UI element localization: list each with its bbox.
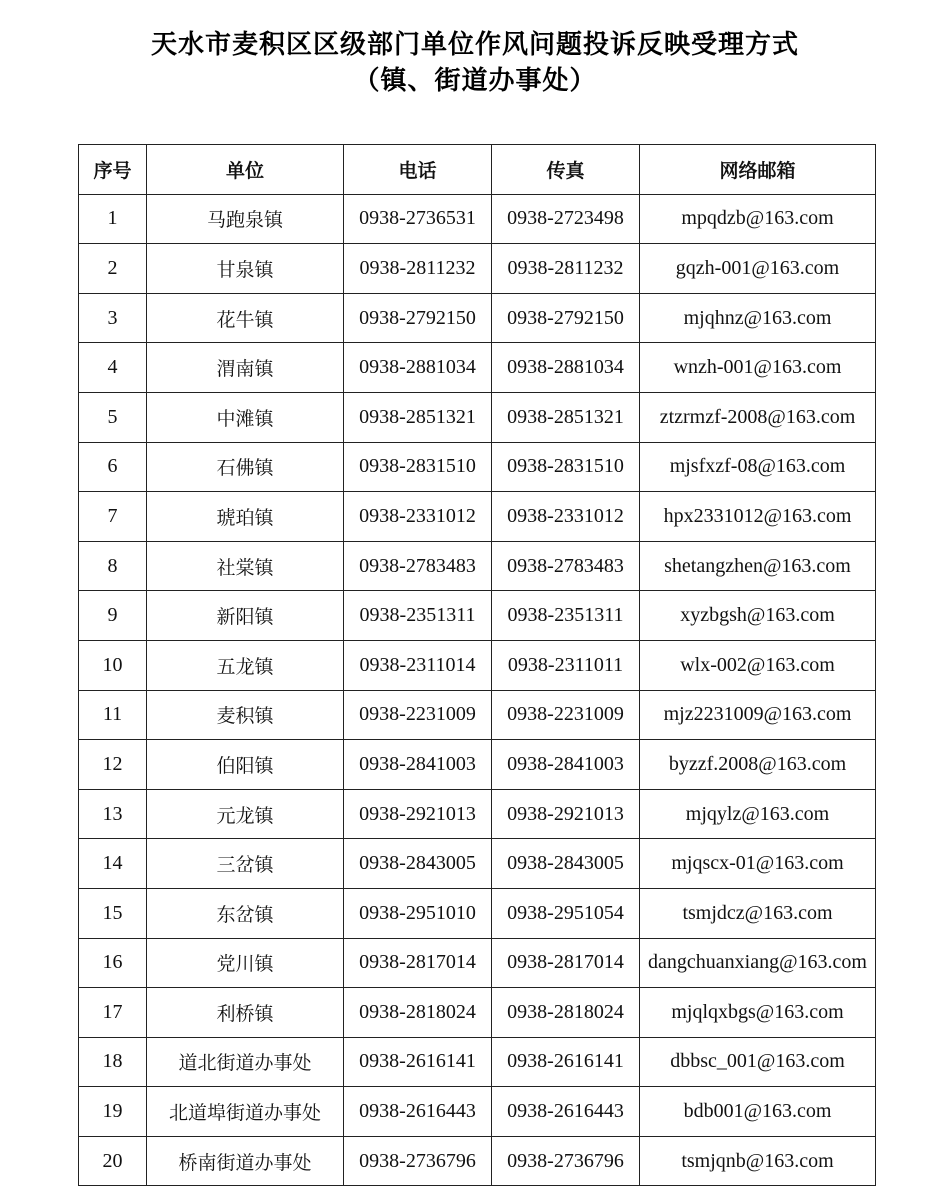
phone-cell: 0938-2951010 [344, 888, 492, 938]
unit-name-cell: 甘泉镇 [147, 244, 344, 294]
unit-name-cell: 五龙镇 [147, 640, 344, 690]
column-header-phone: 电话 [344, 145, 492, 195]
table-row [79, 492, 876, 542]
table-row [79, 789, 876, 839]
email-cell: mjqhnz@163.com [640, 293, 876, 343]
table-header-row [79, 145, 876, 195]
fax-cell: 0938-2818024 [492, 988, 640, 1038]
unit-name-cell: 麦积镇 [147, 690, 344, 740]
table-row [79, 343, 876, 393]
row-index-cell: 17 [79, 988, 147, 1038]
unit-name-cell: 花牛镇 [147, 293, 344, 343]
table-row [79, 392, 876, 442]
column-header-email: 网络邮箱 [640, 145, 876, 195]
phone-cell: 0938-2351311 [344, 591, 492, 641]
unit-name-cell: 东岔镇 [147, 888, 344, 938]
phone-cell: 0938-2736531 [344, 194, 492, 244]
email-cell: bdb001@163.com [640, 1087, 876, 1137]
row-index-cell: 5 [79, 392, 147, 442]
phone-cell: 0938-2831510 [344, 442, 492, 492]
fax-cell: 0938-2841003 [492, 740, 640, 790]
fax-cell: 0938-2231009 [492, 690, 640, 740]
email-cell: mjz2231009@163.com [640, 690, 876, 740]
row-index-cell: 14 [79, 839, 147, 889]
phone-cell: 0938-2231009 [344, 690, 492, 740]
email-cell: xyzbgsh@163.com [640, 591, 876, 641]
phone-cell: 0938-2783483 [344, 541, 492, 591]
unit-name-cell: 社棠镇 [147, 541, 344, 591]
email-cell: mpqdzb@163.com [640, 194, 876, 244]
email-cell: byzzf.2008@163.com [640, 740, 876, 790]
column-header-fax: 传真 [492, 145, 640, 195]
fax-cell: 0938-2843005 [492, 839, 640, 889]
unit-name-cell: 元龙镇 [147, 789, 344, 839]
fax-cell: 0938-2921013 [492, 789, 640, 839]
fax-cell: 0938-2851321 [492, 392, 640, 442]
phone-cell: 0938-2843005 [344, 839, 492, 889]
email-cell: shetangzhen@163.com [640, 541, 876, 591]
email-cell: tsmjqnb@163.com [640, 1136, 876, 1186]
row-index-cell: 10 [79, 640, 147, 690]
phone-cell: 0938-2841003 [344, 740, 492, 790]
row-index-cell: 13 [79, 789, 147, 839]
unit-name-cell: 伯阳镇 [147, 740, 344, 790]
phone-cell: 0938-2792150 [344, 293, 492, 343]
email-cell: wlx-002@163.com [640, 640, 876, 690]
row-index-cell: 2 [79, 244, 147, 294]
table-body [79, 194, 876, 1186]
table-row [79, 1087, 876, 1137]
fax-cell: 0938-2736796 [492, 1136, 640, 1186]
fax-cell: 0938-2792150 [492, 293, 640, 343]
table-row [79, 888, 876, 938]
phone-cell: 0938-2817014 [344, 938, 492, 988]
table-row [79, 244, 876, 294]
email-cell: hpx2331012@163.com [640, 492, 876, 542]
unit-name-cell: 三岔镇 [147, 839, 344, 889]
row-index-cell: 4 [79, 343, 147, 393]
column-header-index: 序号 [79, 145, 147, 195]
fax-cell: 0938-2616443 [492, 1087, 640, 1137]
fax-cell: 0938-2783483 [492, 541, 640, 591]
table-row [79, 442, 876, 492]
row-index-cell: 9 [79, 591, 147, 641]
row-index-cell: 6 [79, 442, 147, 492]
row-index-cell: 3 [79, 293, 147, 343]
email-cell: mjqlqxbgs@163.com [640, 988, 876, 1038]
table-row [79, 740, 876, 790]
phone-cell: 0938-2851321 [344, 392, 492, 442]
email-cell: gqzh-001@163.com [640, 244, 876, 294]
fax-cell: 0938-2951054 [492, 888, 640, 938]
table-row [79, 541, 876, 591]
phone-cell: 0938-2811232 [344, 244, 492, 294]
row-index-cell: 19 [79, 1087, 147, 1137]
contact-table [78, 144, 876, 1186]
fax-cell: 0938-2351311 [492, 591, 640, 641]
row-index-cell: 20 [79, 1136, 147, 1186]
phone-cell: 0938-2736796 [344, 1136, 492, 1186]
unit-name-cell: 北道埠街道办事处 [147, 1087, 344, 1137]
table-row [79, 293, 876, 343]
unit-name-cell: 道北街道办事处 [147, 1037, 344, 1087]
table-row [79, 938, 876, 988]
unit-name-cell: 桥南街道办事处 [147, 1136, 344, 1186]
fax-cell: 0938-2817014 [492, 938, 640, 988]
phone-cell: 0938-2616443 [344, 1087, 492, 1137]
unit-name-cell: 利桥镇 [147, 988, 344, 1038]
unit-name-cell: 渭南镇 [147, 343, 344, 393]
phone-cell: 0938-2818024 [344, 988, 492, 1038]
page-title: 天水市麦积区区级部门单位作风问题投诉反映受理方式 [150, 30, 799, 60]
unit-name-cell: 党川镇 [147, 938, 344, 988]
email-cell: tsmjdcz@163.com [640, 888, 876, 938]
email-cell: dangchuanxiang@163.com [640, 938, 876, 988]
table-row [79, 988, 876, 1038]
row-index-cell: 11 [79, 690, 147, 740]
fax-cell: 0938-2331012 [492, 492, 640, 542]
unit-name-cell: 新阳镇 [147, 591, 344, 641]
phone-cell: 0938-2881034 [344, 343, 492, 393]
row-index-cell: 15 [79, 888, 147, 938]
email-cell: dbbsc_001@163.com [640, 1037, 876, 1087]
row-index-cell: 8 [79, 541, 147, 591]
unit-name-cell: 马跑泉镇 [147, 194, 344, 244]
row-index-cell: 1 [79, 194, 147, 244]
table-row [79, 640, 876, 690]
phone-cell: 0938-2616141 [344, 1037, 492, 1087]
email-cell: mjsfxzf-08@163.com [640, 442, 876, 492]
table-row [79, 1136, 876, 1186]
unit-name-cell: 中滩镇 [147, 392, 344, 442]
table-row [79, 839, 876, 889]
phone-cell: 0938-2921013 [344, 789, 492, 839]
phone-cell: 0938-2311014 [344, 640, 492, 690]
email-cell: ztzrmzf-2008@163.com [640, 392, 876, 442]
phone-cell: 0938-2331012 [344, 492, 492, 542]
row-index-cell: 16 [79, 938, 147, 988]
table-row [79, 1037, 876, 1087]
row-index-cell: 18 [79, 1037, 147, 1087]
table-row [79, 690, 876, 740]
row-index-cell: 7 [79, 492, 147, 542]
email-cell: mjqylz@163.com [640, 789, 876, 839]
fax-cell: 0938-2881034 [492, 343, 640, 393]
email-cell: wnzh-001@163.com [640, 343, 876, 393]
fax-cell: 0938-2616141 [492, 1037, 640, 1087]
unit-name-cell: 琥珀镇 [147, 492, 344, 542]
email-cell: mjqscx-01@163.com [640, 839, 876, 889]
fax-cell: 0938-2811232 [492, 244, 640, 294]
page-subtitle: （镇、街道办事处） [353, 66, 597, 96]
unit-name-cell: 石佛镇 [147, 442, 344, 492]
fax-cell: 0938-2311011 [492, 640, 640, 690]
table-row [79, 194, 876, 244]
fax-cell: 0938-2723498 [492, 194, 640, 244]
fax-cell: 0938-2831510 [492, 442, 640, 492]
column-header-unit: 单位 [147, 145, 344, 195]
table-row [79, 591, 876, 641]
row-index-cell: 12 [79, 740, 147, 790]
